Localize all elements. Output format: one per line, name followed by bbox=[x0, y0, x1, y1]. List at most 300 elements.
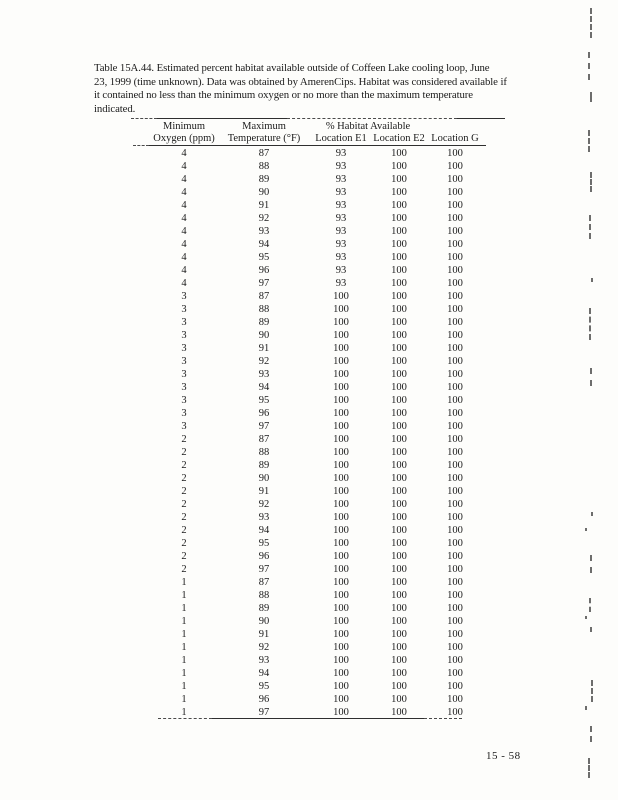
rule-segment bbox=[424, 718, 462, 720]
table-cell: 93 bbox=[258, 655, 270, 666]
table-cell: 4 bbox=[181, 226, 187, 237]
table-cell: 100 bbox=[391, 382, 407, 393]
table-cell: 100 bbox=[447, 278, 463, 289]
table-cell: 100 bbox=[391, 551, 407, 562]
table-cell: 100 bbox=[333, 603, 349, 614]
table-cell: 100 bbox=[447, 239, 463, 250]
table-cell: 100 bbox=[391, 356, 407, 367]
table-cell: 4 bbox=[181, 200, 187, 211]
table-cell: 89 bbox=[258, 174, 270, 185]
table-row bbox=[150, 485, 484, 498]
table-cell: 2 bbox=[181, 551, 187, 562]
table-cell: 4 bbox=[181, 174, 187, 185]
page-number: 15 - 58 bbox=[486, 750, 521, 762]
table-cell: 100 bbox=[447, 616, 463, 627]
table-row bbox=[150, 147, 484, 160]
table-cell: 100 bbox=[447, 265, 463, 276]
table-cell: 1 bbox=[181, 603, 187, 614]
table-row bbox=[150, 277, 484, 290]
scan-noise-mark bbox=[590, 726, 592, 742]
table-cell: 100 bbox=[391, 629, 407, 640]
table-row bbox=[150, 251, 484, 264]
table-cell: 100 bbox=[333, 460, 349, 471]
table-cell: 4 bbox=[181, 187, 187, 198]
table-cell: 100 bbox=[447, 473, 463, 484]
table-cell: 100 bbox=[447, 681, 463, 692]
table-body bbox=[150, 147, 484, 719]
rule-segment bbox=[158, 718, 212, 720]
table-row bbox=[150, 654, 484, 667]
table-cell: 100 bbox=[391, 525, 407, 536]
table-cell: 100 bbox=[447, 226, 463, 237]
table-cell: 100 bbox=[333, 629, 349, 640]
table-cell: 100 bbox=[391, 655, 407, 666]
table-cell: 1 bbox=[181, 681, 187, 692]
table-row bbox=[150, 524, 484, 537]
table-cell: 2 bbox=[181, 486, 187, 497]
table-cell: 100 bbox=[447, 356, 463, 367]
table-cell: 100 bbox=[391, 642, 407, 653]
table-cell: 90 bbox=[258, 187, 270, 198]
table-cell: 100 bbox=[391, 694, 407, 705]
table-cell: 100 bbox=[447, 382, 463, 393]
table-cell: 88 bbox=[258, 447, 270, 458]
table-cell: 100 bbox=[447, 642, 463, 653]
table-cell: 3 bbox=[181, 395, 187, 406]
table-cell: 100 bbox=[333, 512, 349, 523]
table-cell: 100 bbox=[447, 317, 463, 328]
table-cell: 2 bbox=[181, 447, 187, 458]
table-cell: 1 bbox=[181, 577, 187, 588]
table-cell: 100 bbox=[447, 148, 463, 159]
table-cell: 95 bbox=[258, 681, 270, 692]
rule-segment bbox=[133, 145, 149, 147]
table-cell: 1 bbox=[181, 694, 187, 705]
scan-noise-mark bbox=[585, 616, 587, 619]
table-cell: 1 bbox=[181, 655, 187, 666]
scan-noise-mark bbox=[589, 308, 591, 340]
table-cell: 100 bbox=[333, 525, 349, 536]
table-cell: 100 bbox=[447, 538, 463, 549]
scan-noise-mark bbox=[585, 706, 587, 710]
table-cell: 3 bbox=[181, 330, 187, 341]
table-row bbox=[150, 680, 484, 693]
header-habitat-available-spanner: % Habitat Available bbox=[325, 121, 411, 132]
table-cell: 2 bbox=[181, 499, 187, 510]
table-cell: 100 bbox=[447, 694, 463, 705]
table-cell: 100 bbox=[391, 408, 407, 419]
table-cell: 100 bbox=[391, 200, 407, 211]
header-location-g: Location G bbox=[431, 133, 479, 144]
table-cell: 100 bbox=[391, 512, 407, 523]
scan-noise-mark bbox=[590, 368, 592, 386]
table-cell: 90 bbox=[258, 473, 270, 484]
table-cell: 91 bbox=[258, 629, 270, 640]
table-cell: 100 bbox=[447, 187, 463, 198]
table-cell: 96 bbox=[258, 551, 270, 562]
table-cell: 100 bbox=[333, 421, 349, 432]
table-cell: 100 bbox=[333, 707, 349, 718]
table-cell: 100 bbox=[391, 213, 407, 224]
table-cell: 92 bbox=[258, 356, 270, 367]
header-temperature-f: Temperature (°F) bbox=[227, 133, 301, 144]
table-row bbox=[150, 693, 484, 706]
table-cell: 93 bbox=[335, 161, 347, 172]
table-cell: 100 bbox=[447, 655, 463, 666]
table-row bbox=[150, 381, 484, 394]
table-cell: 100 bbox=[391, 447, 407, 458]
table-cell: 100 bbox=[447, 668, 463, 679]
table-cell: 93 bbox=[335, 187, 347, 198]
table-cell: 88 bbox=[258, 590, 270, 601]
table-cell: 3 bbox=[181, 317, 187, 328]
table-cell: 100 bbox=[333, 486, 349, 497]
header-minimum: Minimum bbox=[162, 121, 205, 132]
table-cell: 4 bbox=[181, 239, 187, 250]
table-cell: 100 bbox=[391, 681, 407, 692]
table-cell: 100 bbox=[391, 304, 407, 315]
table-cell: 93 bbox=[335, 148, 347, 159]
table-cell: 100 bbox=[447, 590, 463, 601]
table-row bbox=[150, 550, 484, 563]
table-cell: 4 bbox=[181, 213, 187, 224]
table-cell: 100 bbox=[391, 590, 407, 601]
header-location-e2: Location E2 bbox=[373, 133, 425, 144]
table-row bbox=[150, 212, 484, 225]
table-row bbox=[150, 641, 484, 654]
table-cell: 3 bbox=[181, 304, 187, 315]
table-cell: 100 bbox=[333, 304, 349, 315]
table-cell: 100 bbox=[447, 629, 463, 640]
table-cell: 89 bbox=[258, 603, 270, 614]
table-cell: 100 bbox=[333, 681, 349, 692]
table-cell: 94 bbox=[258, 525, 270, 536]
table-cell: 2 bbox=[181, 460, 187, 471]
table-cell: 100 bbox=[333, 330, 349, 341]
table-cell: 100 bbox=[391, 538, 407, 549]
table-cell: 100 bbox=[333, 317, 349, 328]
table-cell: 2 bbox=[181, 525, 187, 536]
table-cell: 95 bbox=[258, 252, 270, 263]
table-cell: 100 bbox=[391, 291, 407, 302]
table-cell: 100 bbox=[333, 343, 349, 354]
table-cell: 3 bbox=[181, 382, 187, 393]
table-cell: 97 bbox=[258, 564, 270, 575]
table-cell: 3 bbox=[181, 421, 187, 432]
table-cell: 93 bbox=[335, 239, 347, 250]
scan-noise-mark bbox=[590, 172, 592, 192]
table-cell: 1 bbox=[181, 616, 187, 627]
table-cell: 93 bbox=[335, 174, 347, 185]
table-row bbox=[150, 459, 484, 472]
table-cell: 93 bbox=[258, 226, 270, 237]
table-cell: 93 bbox=[335, 213, 347, 224]
table-cell: 95 bbox=[258, 538, 270, 549]
table-row bbox=[150, 238, 484, 251]
table-row bbox=[150, 498, 484, 511]
header-location-e1: Location E1 bbox=[315, 133, 367, 144]
caption-line: it contained no less than the minimum oxygen or no more than the maximum temperature bbox=[94, 89, 473, 101]
table-cell: 100 bbox=[333, 447, 349, 458]
table-cell: 93 bbox=[335, 265, 347, 276]
rule-segment bbox=[212, 718, 424, 720]
table-cell: 100 bbox=[447, 434, 463, 445]
scan-noise-mark bbox=[590, 8, 592, 38]
table-cell: 100 bbox=[333, 694, 349, 705]
table-cell: 100 bbox=[333, 382, 349, 393]
header-oxygen-ppm: Oxygen (ppm) bbox=[153, 133, 215, 144]
scan-noise-mark bbox=[591, 512, 593, 516]
scan-noise-mark bbox=[588, 52, 590, 80]
caption-line: 23, 1999 (time unknown). Data was obtained by AmerenCips. Habitat was considered available if bbox=[94, 75, 507, 88]
caption-line: indicated. bbox=[94, 102, 136, 115]
table-cell: 93 bbox=[335, 200, 347, 211]
table-cell: 1 bbox=[181, 668, 187, 679]
table-cell: 100 bbox=[391, 239, 407, 250]
scan-noise-mark bbox=[588, 758, 590, 778]
table-cell: 2 bbox=[181, 473, 187, 484]
table-row bbox=[150, 615, 484, 628]
table-cell: 100 bbox=[333, 356, 349, 367]
table-cell: 100 bbox=[391, 616, 407, 627]
table-cell: 100 bbox=[391, 460, 407, 471]
table-cell: 88 bbox=[258, 161, 270, 172]
table-cell: 1 bbox=[181, 642, 187, 653]
table-cell: 2 bbox=[181, 434, 187, 445]
table-row bbox=[150, 316, 484, 329]
table-cell: 94 bbox=[258, 382, 270, 393]
table-cell: 100 bbox=[391, 278, 407, 289]
table-cell: 100 bbox=[447, 174, 463, 185]
table-cell: 100 bbox=[447, 395, 463, 406]
table-cell: 93 bbox=[335, 226, 347, 237]
table-cell: 100 bbox=[333, 564, 349, 575]
scan-noise-mark bbox=[591, 278, 593, 282]
table-cell: 100 bbox=[447, 343, 463, 354]
table-cell: 93 bbox=[335, 278, 347, 289]
table-cell: 89 bbox=[258, 317, 270, 328]
table-row bbox=[150, 576, 484, 589]
scan-noise-mark bbox=[590, 92, 592, 102]
table-cell: 100 bbox=[391, 668, 407, 679]
table-row bbox=[150, 511, 484, 524]
table-cell: 100 bbox=[391, 395, 407, 406]
table-cell: 93 bbox=[258, 369, 270, 380]
table-cell: 100 bbox=[333, 434, 349, 445]
table-cell: 100 bbox=[391, 226, 407, 237]
table-cell: 100 bbox=[447, 291, 463, 302]
table-cell: 100 bbox=[447, 447, 463, 458]
table-cell: 100 bbox=[391, 434, 407, 445]
table-cell: 1 bbox=[181, 707, 187, 718]
table-cell: 2 bbox=[181, 564, 187, 575]
table-cell: 100 bbox=[333, 473, 349, 484]
table-cell: 100 bbox=[447, 499, 463, 510]
table-row bbox=[150, 264, 484, 277]
table-cell: 100 bbox=[447, 421, 463, 432]
table-cell: 88 bbox=[258, 304, 270, 315]
scan-noise-mark bbox=[591, 680, 593, 702]
table-cell: 100 bbox=[391, 343, 407, 354]
table-cell: 100 bbox=[333, 369, 349, 380]
table-cell: 4 bbox=[181, 278, 187, 289]
table-cell: 90 bbox=[258, 616, 270, 627]
scan-noise-mark bbox=[590, 555, 592, 573]
table-cell: 100 bbox=[447, 460, 463, 471]
table-cell: 96 bbox=[258, 694, 270, 705]
table-cell: 91 bbox=[258, 486, 270, 497]
table-cell: 94 bbox=[258, 239, 270, 250]
table-cell: 100 bbox=[447, 486, 463, 497]
table-cell: 100 bbox=[333, 577, 349, 588]
table-row bbox=[150, 472, 484, 485]
table-cell: 1 bbox=[181, 590, 187, 601]
table-row bbox=[150, 303, 484, 316]
table-cell: 87 bbox=[258, 434, 270, 445]
table-bottom-rule bbox=[158, 718, 462, 720]
table-cell: 100 bbox=[447, 200, 463, 211]
table-cell: 96 bbox=[258, 265, 270, 276]
scan-noise-mark bbox=[590, 627, 592, 632]
table-row bbox=[150, 420, 484, 433]
table-row bbox=[150, 368, 484, 381]
table-row bbox=[150, 199, 484, 212]
table-cell: 100 bbox=[333, 590, 349, 601]
table-cell: 100 bbox=[333, 408, 349, 419]
table-row bbox=[150, 290, 484, 303]
table-cell: 97 bbox=[258, 278, 270, 289]
table-cell: 96 bbox=[258, 408, 270, 419]
table-cell: 100 bbox=[333, 642, 349, 653]
table-cell: 4 bbox=[181, 252, 187, 263]
table-row bbox=[150, 563, 484, 576]
table-row bbox=[150, 537, 484, 550]
table-cell: 4 bbox=[181, 265, 187, 276]
table-cell: 100 bbox=[447, 408, 463, 419]
table-cell: 100 bbox=[391, 707, 407, 718]
table-cell: 4 bbox=[181, 161, 187, 172]
table-cell: 91 bbox=[258, 200, 270, 211]
table-cell: 100 bbox=[447, 603, 463, 614]
table-cell: 100 bbox=[333, 655, 349, 666]
table-cell: 100 bbox=[447, 304, 463, 315]
table-row bbox=[150, 342, 484, 355]
table-header-bottom-row bbox=[150, 132, 484, 145]
table-cell: 100 bbox=[391, 577, 407, 588]
table-cell: 100 bbox=[391, 499, 407, 510]
table-caption bbox=[94, 62, 507, 116]
table-cell: 100 bbox=[447, 577, 463, 588]
table-row bbox=[150, 394, 484, 407]
table-cell: 100 bbox=[333, 551, 349, 562]
table-cell: 3 bbox=[181, 356, 187, 367]
header-maximum: Maximum bbox=[242, 121, 286, 132]
table-cell: 97 bbox=[258, 421, 270, 432]
table-cell: 100 bbox=[333, 291, 349, 302]
table-cell: 100 bbox=[391, 252, 407, 263]
table-cell: 100 bbox=[391, 265, 407, 276]
table-cell: 3 bbox=[181, 343, 187, 354]
scan-noise-mark bbox=[588, 130, 590, 152]
table-cell: 100 bbox=[333, 616, 349, 627]
table-cell: 100 bbox=[447, 525, 463, 536]
table-cell: 100 bbox=[333, 538, 349, 549]
table-cell: 92 bbox=[258, 499, 270, 510]
table-cell: 94 bbox=[258, 668, 270, 679]
table-cell: 100 bbox=[391, 330, 407, 341]
table-cell: 87 bbox=[258, 291, 270, 302]
table-cell: 92 bbox=[258, 213, 270, 224]
caption-line: Table 15A.44. Estimated percent habitat available outside of Coffeen Lake cooling loop, June bbox=[94, 62, 490, 74]
table-cell: 1 bbox=[181, 629, 187, 640]
scan-noise-mark bbox=[589, 598, 591, 612]
table-row bbox=[150, 667, 484, 680]
table-cell: 100 bbox=[447, 551, 463, 562]
table-cell: 100 bbox=[333, 668, 349, 679]
table-cell: 100 bbox=[391, 161, 407, 172]
table-row bbox=[150, 225, 484, 238]
table-cell: 89 bbox=[258, 460, 270, 471]
table-cell: 95 bbox=[258, 395, 270, 406]
table-cell: 100 bbox=[447, 330, 463, 341]
table-cell: 100 bbox=[447, 369, 463, 380]
table-cell: 93 bbox=[335, 252, 347, 263]
table-row bbox=[150, 407, 484, 420]
table-cell: 100 bbox=[447, 707, 463, 718]
table-cell: 91 bbox=[258, 343, 270, 354]
table-row bbox=[150, 589, 484, 602]
table-cell: 2 bbox=[181, 538, 187, 549]
table-cell: 3 bbox=[181, 291, 187, 302]
table-cell: 100 bbox=[447, 512, 463, 523]
table-row bbox=[150, 446, 484, 459]
table-cell: 2 bbox=[181, 512, 187, 523]
table-cell: 100 bbox=[391, 174, 407, 185]
table-row bbox=[150, 173, 484, 186]
table-cell: 90 bbox=[258, 330, 270, 341]
table-row bbox=[150, 329, 484, 342]
table-cell: 100 bbox=[391, 603, 407, 614]
table-cell: 92 bbox=[258, 642, 270, 653]
table-cell: 100 bbox=[447, 252, 463, 263]
table-cell: 100 bbox=[447, 161, 463, 172]
table-row bbox=[150, 160, 484, 173]
scan-noise-mark bbox=[585, 528, 587, 531]
table-cell: 100 bbox=[333, 499, 349, 510]
table-cell: 3 bbox=[181, 408, 187, 419]
table-row bbox=[150, 602, 484, 615]
table-cell: 100 bbox=[447, 213, 463, 224]
table-cell: 100 bbox=[391, 187, 407, 198]
table-cell: 100 bbox=[391, 148, 407, 159]
table-cell: 97 bbox=[258, 707, 270, 718]
table-row bbox=[150, 628, 484, 641]
table-cell: 100 bbox=[391, 369, 407, 380]
table-cell: 100 bbox=[391, 564, 407, 575]
table-cell: 100 bbox=[391, 486, 407, 497]
table-cell: 100 bbox=[333, 395, 349, 406]
table-cell: 100 bbox=[391, 421, 407, 432]
table-row bbox=[150, 186, 484, 199]
scan-noise-mark bbox=[589, 215, 591, 239]
table-row bbox=[150, 433, 484, 446]
table-cell: 100 bbox=[447, 564, 463, 575]
table-cell: 87 bbox=[258, 148, 270, 159]
table-cell: 93 bbox=[258, 512, 270, 523]
table-cell: 4 bbox=[181, 148, 187, 159]
table-cell: 100 bbox=[391, 317, 407, 328]
table-cell: 87 bbox=[258, 577, 270, 588]
